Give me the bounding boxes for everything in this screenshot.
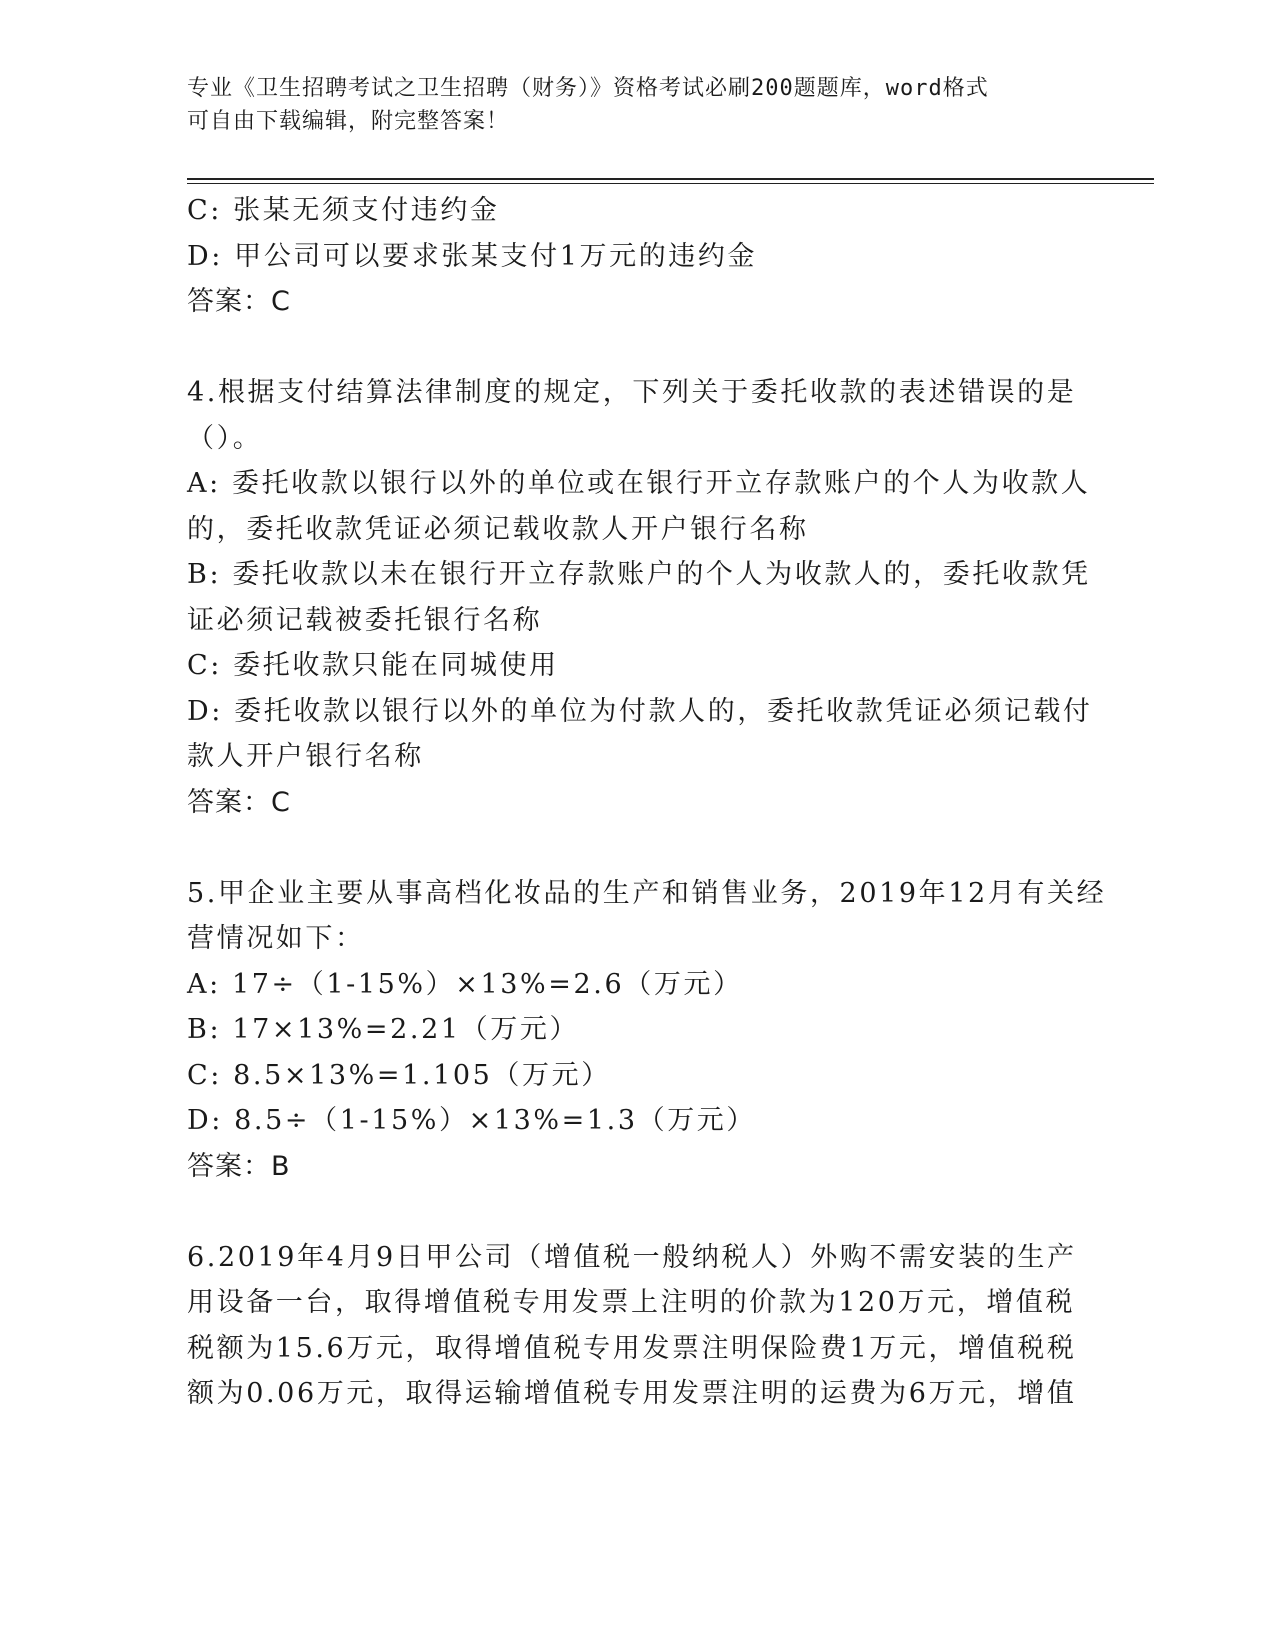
option-c: C: 委托收款只能在同城使用 <box>187 650 559 681</box>
question-content <box>187 188 1107 1417</box>
spacer <box>187 825 1087 871</box>
question-text-cont: 税额为15.6万元，取得增值税专用发票注明保险费1万元，增值税税 <box>187 1332 1077 1364</box>
page-header <box>187 72 1067 138</box>
question-block-6 <box>187 1235 1087 1417</box>
question-text-cont: 额为0.06万元，取得运输增值税专用发票注明的运费为6万元，增值 <box>187 1378 1077 1409</box>
question-block-4 <box>187 370 1093 825</box>
option-d: D: 甲公司可以要求张某支付1万元的违约金 <box>187 240 758 272</box>
header-divider <box>187 178 1154 180</box>
option-d: D: 委托收款以银行以外的单位为付款人的，委托收款凭证必须记载付 <box>187 695 1093 727</box>
option-d: D: 8.5÷（1-15%）×13%=1.3（万元） <box>187 1105 756 1136</box>
spacer <box>187 325 1087 371</box>
spacer <box>187 1189 1087 1235</box>
answer-line: 答案：C <box>187 286 291 317</box>
question-block-5 <box>187 871 1107 1190</box>
header-line-1: 专业《卫生招聘考试之卫生招聘（财务）》资格考试必刷200题题库，word格式 <box>187 76 989 101</box>
question-text: 6.2019年4月9日甲公司（增值税一般纳税人）外购不需安装的生产 <box>187 1241 1077 1273</box>
option-c: C: 8.5×13%=1.105（万元） <box>187 1059 611 1091</box>
header-line-2: 可自由下载编辑，附完整答案！ <box>187 109 510 134</box>
question-text-cont: 用设备一台，取得增值税专用发票上注明的价款为120万元，增值税 <box>187 1287 1076 1318</box>
question-text: 4.根据支付结算法律制度的规定，下列关于委托收款的表述错误的是 <box>187 377 1077 408</box>
answer-line: 答案：C <box>187 786 291 818</box>
question-text: 5.甲企业主要从事高档化妆品的生产和销售业务，2019年12月有关经 <box>187 877 1107 909</box>
question-text-cont: 营情况如下： <box>187 923 365 954</box>
option-b-cont: 证必须记载被委托银行名称 <box>187 604 543 636</box>
option-b: B: 委托收款以未在银行开立存款账户的个人为收款人的，委托收款凭 <box>187 559 1091 590</box>
option-d-cont: 款人开户银行名称 <box>187 741 424 772</box>
question-block-3 <box>187 188 1087 325</box>
option-a-cont: 的，委托收款凭证必须记载收款人开户银行名称 <box>187 513 809 545</box>
answer-line: 答案：B <box>187 1150 291 1182</box>
option-c: C: 张某无须支付违约金 <box>187 195 500 226</box>
option-a: A: 17÷（1-15%）×13%=2.6（万元） <box>187 968 743 1000</box>
question-text-cont: （）。 <box>187 422 263 454</box>
header-divider-thin <box>187 183 1154 184</box>
option-a: A: 委托收款以银行以外的单位或在银行开立存款账户的个人为收款人 <box>187 468 1091 499</box>
option-b: B: 17×13%=2.21（万元） <box>187 1014 580 1045</box>
